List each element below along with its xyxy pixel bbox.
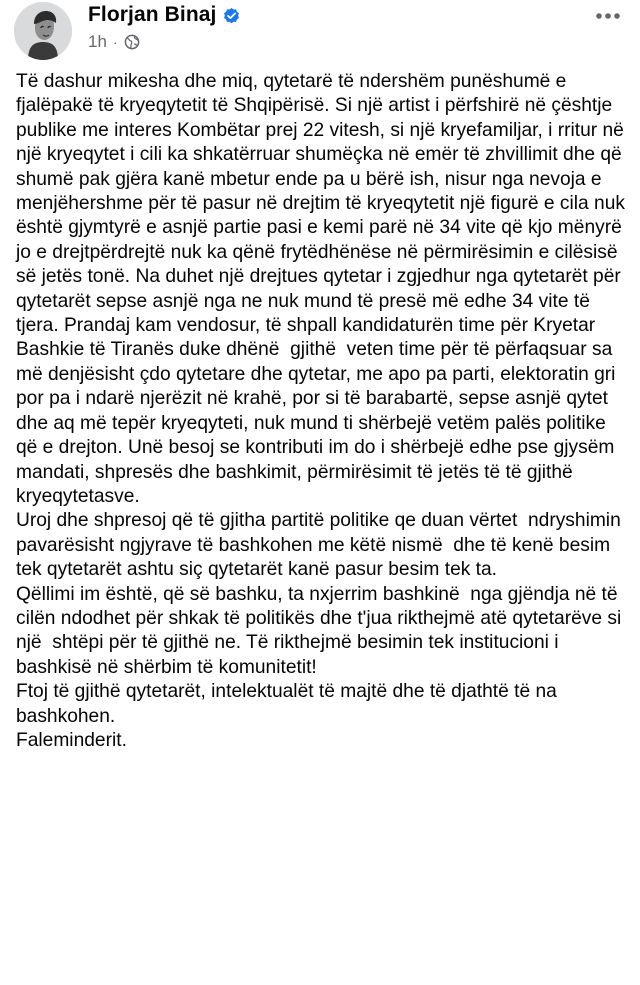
post-header xyxy=(0,0,640,64)
post-paragraph-2: Uroj dhe shpresoj që të gjitha partitë politike qe duan vërtet ndryshimin pavarësisht ngjyrave të bashkohen me këtë nismë dhe të kenë besim tek qytetarët ashtu siç qytetarët kanë pasur besim tek ta. xyxy=(16,510,627,581)
avatar-portrait-icon xyxy=(14,2,72,60)
post-paragraph-4: Ftoj të gjithë qytetarët, intelektualët të majtë dhe të djathtë të na bashkohen. xyxy=(16,681,563,727)
globe-icon[interactable] xyxy=(124,34,140,50)
post-text xyxy=(16,70,631,753)
post-paragraph-1: Të dashur mikesha dhe miq, qytetarë të ndershëm punëshumë e fjalëpakë të kryeqytetit të Shqipërisë. Si një artist i përfshirë në çështje publike me interes Kombëtar prej 22 vitesh, si një kryefamiljar, i rritur në një kryeqytet i cili ka shkatërruar shumëçka në emër të zhvillimit dhe që shumë pak gjëra kanë mbetur ende pa u bërë ish, nisur nga nevoja e menjëhershme për të pasur në drejtim të kryeqytetit një figurë e cila nuk është gjymtyrë e asnjë partie pasi e kemi parë në 34 vite që kjo mënyrë jo e drejtpërdrejtë nuk ka qënë frytëdhënëse në përmirësimin e cilësisë së jetës tonë. Na duhet një drejtues qytetar i zgjedhur nga qytetarët për qytetarët sepse asnjë nga ne nuk mund të presë më edhe 34 vite të tjera. Prandaj kam vendosur, të shpall kandidaturën time për Kryetar Bashkie të Tiranës duke dhënë gjithë veten time për të përfaqsuar sa më denjësisht çdo qytetare dhe qytetar, me apo pa parti, elektoratin gri por pa i ndarë njerëzit në krahë, por si të barabartë, sepse asnjë qytet dhe aq më tepër kryeqyteti, nuk mund ti shërbejë vetëm palës politike që e drejton. Unë besoj se kontributi im do i shërbejë edhe pse gjysëm mandati, shpresës dhe bashkimit, përmirësimit të jetës të të gjithë kryeqytetasve. xyxy=(16,71,631,507)
post-paragraph-5: Faleminderit. xyxy=(16,729,127,751)
avatar[interactable] xyxy=(14,2,72,60)
more-horizontal-icon xyxy=(595,12,621,20)
more-options-button[interactable] xyxy=(590,2,626,30)
post-meta xyxy=(88,30,140,54)
post-paragraph-3: Qëllimi im është, që së bashku, ta nxjerrim bashkinë nga gjëndja në të cilën ndodhet për shkak të politikës dhe t'jua rikthejmë atë qytetarëve si një shtëpi për të gjithë ne. Të rikthejmë besimin tek institucioni i bashkisë në shërbim të komunitetit! xyxy=(16,583,627,678)
post-time[interactable]: 1h xyxy=(88,32,107,51)
verified-badge-icon xyxy=(222,6,241,25)
meta-separator: · xyxy=(112,34,118,50)
author-name[interactable]: Florjan Binaj xyxy=(88,3,217,26)
author-row xyxy=(88,0,241,30)
